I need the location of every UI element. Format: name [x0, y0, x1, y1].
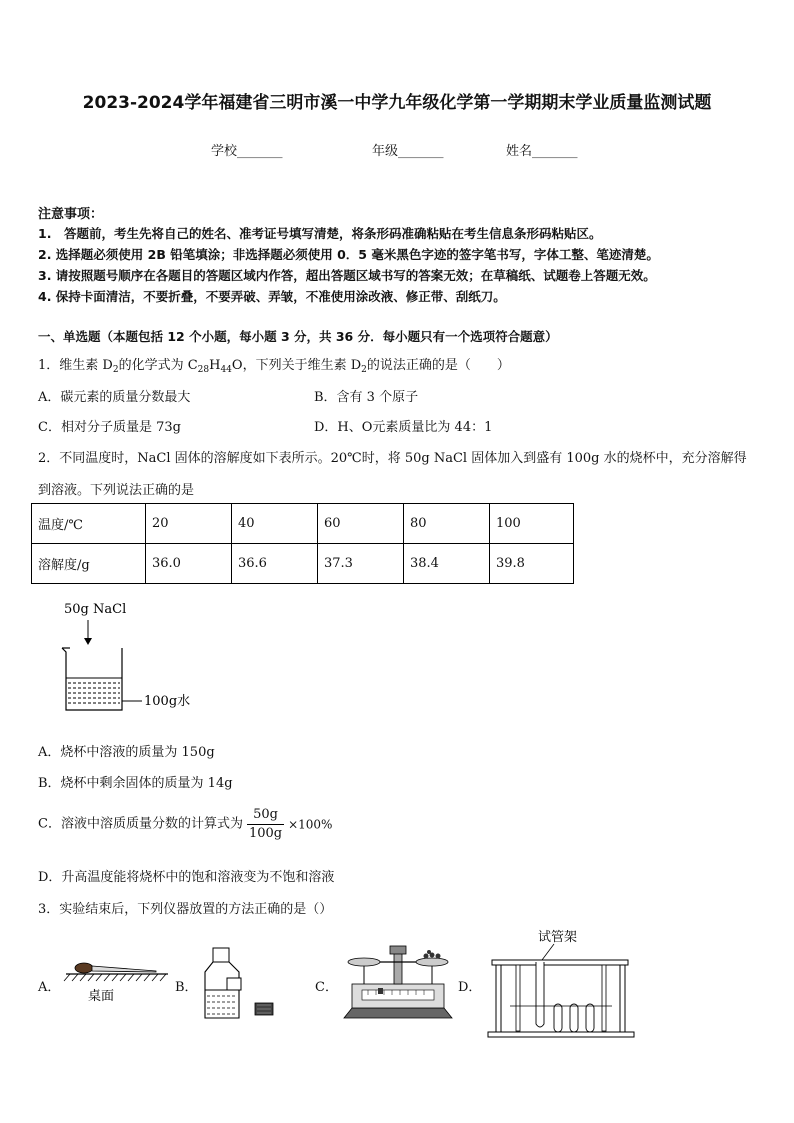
table-cell: 20 — [146, 504, 232, 544]
q3-option-d: D． — [458, 980, 482, 995]
table-cell: 温度/℃ — [32, 504, 146, 544]
q3-stem: 3．实验结束后，下列仪器放置的方法正确的是（） — [38, 902, 333, 917]
beaker-figure — [50, 598, 210, 718]
table-cell: 36.6 — [232, 544, 318, 584]
note-1: 1. 答题前，考生先将自己的姓名、准考证号填写清楚，将条形码准确粘贴在考生信息条形码粘贴区。 — [38, 226, 602, 241]
q2-option-b: B．烧杯中剩余固体的质量为 14g — [38, 776, 233, 791]
page-title: 2023-2024学年福建省三明市溪一中学九年级化学第一学期期末学业质量监测试题 — [82, 93, 712, 113]
q1-option-c: C．相对分子质量是 73g — [38, 420, 181, 435]
notes-heading: 注意事项： — [38, 207, 104, 222]
note-4: 4. 保持卡面清洁，不要折叠，不要弄破、弄皱，不准使用涂改液、修正带、刮纸刀。 — [38, 289, 506, 304]
school-field: 学校_______ — [211, 144, 283, 159]
nacl-label: 50g NaCl — [64, 602, 127, 617]
table-cell: 80 — [404, 504, 490, 544]
table-cell: 38.4 — [404, 544, 490, 584]
table-row — [32, 504, 574, 544]
table-cell: 39.8 — [490, 544, 574, 584]
q2-option-a: A．烧杯中溶液的质量为 150g — [38, 745, 215, 760]
q2-stem-line2: 到溶液。下列说法正确的是 — [38, 483, 195, 498]
q3-option-b: B． — [175, 980, 198, 995]
desk-label: 桌面 — [88, 989, 115, 1004]
reagent-bottle-figure — [195, 946, 285, 1022]
dropper-on-desk-figure — [60, 952, 170, 1012]
table-cell: 溶解度/g — [32, 544, 146, 584]
name-field: 姓名_______ — [506, 144, 578, 159]
q1-option-a: A．碳元素的质量分数最大 — [38, 390, 191, 405]
grade-field: 年级_______ — [372, 144, 444, 159]
table-cell: 40 — [232, 504, 318, 544]
note-3: 3. 请按照题号顺序在各题目的答题区域内作答，超出答题区域书写的答案无效；在草稿纸、试题卷上答题无效。 — [38, 268, 656, 283]
balance-figure — [338, 938, 458, 1024]
rack-label: 试管架 — [538, 930, 578, 945]
table-cell: 37.3 — [318, 544, 404, 584]
section-heading: 一、单选题（本题包括 12 个小题，每小题 3 分，共 36 分．每小题只有一个选项符合题意） — [38, 329, 558, 344]
table-cell: 36.0 — [146, 544, 232, 584]
q1-option-d: D．H、O元素质量比为 44：1 — [314, 420, 493, 435]
test-tube-rack-figure — [482, 926, 642, 1042]
q2-option-d: D．升高温度能将烧杯中的饱和溶液变为不饱和溶液 — [38, 870, 335, 885]
table-row — [32, 544, 574, 584]
table-cell: 60 — [318, 504, 404, 544]
q1-option-b: B．含有 3 个原子 — [314, 390, 419, 405]
q2-option-c: C．溶液中溶质质量分数的计算式为 $\frac{50g}{100g}$ ×100% — [38, 807, 333, 841]
water-label: 100g水 — [144, 694, 191, 709]
solubility-table — [31, 503, 574, 584]
q2-stem-line1: 2．不同温度时，NaCl 固体的溶解度如下表所示。20℃时，将 50g NaCl 固体加入到盛有 100g 水的烧杯中，充分溶解得 — [38, 451, 747, 466]
fraction: $\frac{50g}{100g}$ — [248, 807, 283, 841]
q3-option-c: C． — [315, 980, 338, 995]
q3-option-a: A． — [38, 980, 61, 995]
note-2: 2. 选择题必须使用 2B 铅笔填涂；非选择题必须使用 0．5 毫米黑色字迹的签字笔书写，字体工整、笔迹清楚。 — [38, 247, 659, 262]
table-cell: 100 — [490, 504, 574, 544]
q1-stem: 1．维生素 $D_2$的化学式为 $C_{28}H_{44}O$，下列关于维生素 $D_2$的说法正确的是（ ） — [38, 358, 510, 375]
